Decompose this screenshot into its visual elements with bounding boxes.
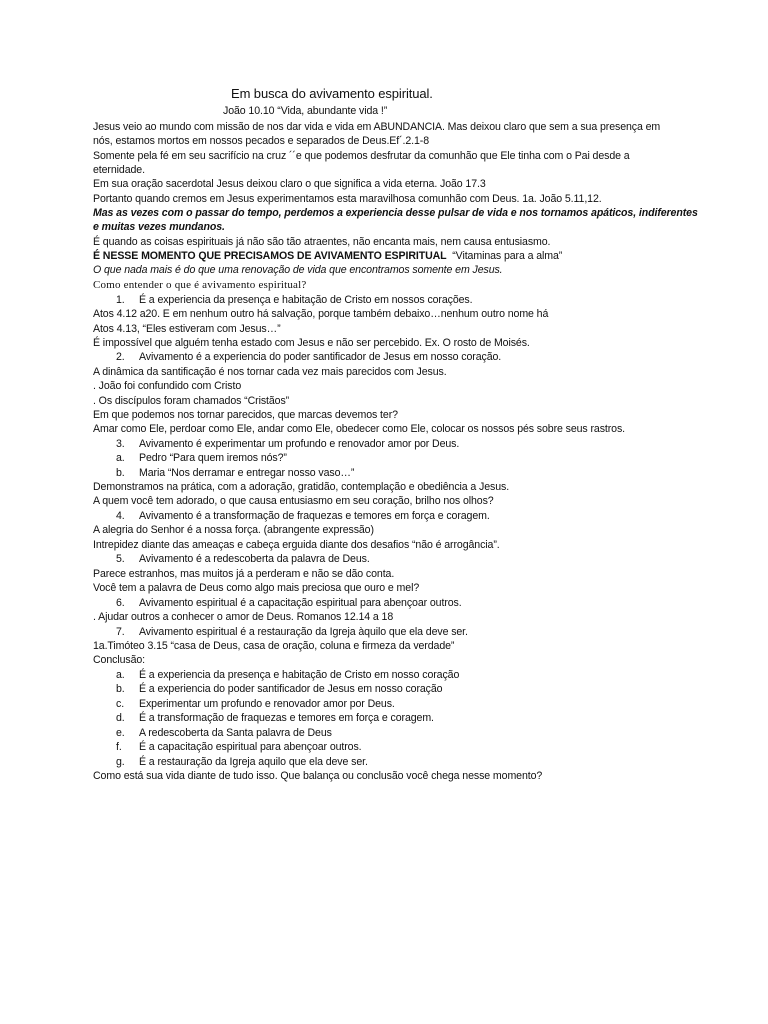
body-line: . João foi confundido com Cristo — [93, 380, 242, 392]
sublist-letter: d. — [116, 712, 125, 724]
list-number: 7. — [116, 626, 125, 638]
conclusion-item-text: É a capacitação espiritual para abençoar outros. — [139, 741, 362, 753]
sublist-letter: c. — [116, 698, 125, 710]
body-line: Demonstramos na prática, com a adoração, gratidão, contemplação e obediência a Jesus. — [93, 481, 510, 493]
body-line: 1a.Timóteo 3.15 “casa de Deus, casa de oração, coluna e firmeza da verdade” — [93, 640, 455, 652]
body-line: eternidade. — [93, 164, 145, 176]
body-line: Jesus veio ao mundo com missão de nos dar vida e vida em ABUNDANCIA. Mas deixou claro que sem a sua presença em — [93, 121, 661, 133]
list-item-text: Avivamento é a redescoberta da palavra de Deus. — [139, 553, 370, 565]
sublist-letter: a. — [116, 452, 125, 464]
body-line: Intrepidez diante das ameaças e cabeça erguida diante dos desafios “não é arrogância”. — [93, 539, 500, 551]
sublist-letter: a. — [116, 669, 125, 681]
closing-question: Como está sua vida diante de tudo isso. Que balança ou conclusão você chega nesse momento? — [93, 770, 543, 782]
section-question: Como entender o que é avivamento espiritual? — [93, 279, 307, 291]
body-line-heading — [93, 249, 693, 264]
list-number: 6. — [116, 597, 125, 609]
conclusion-item-text: A redescoberta da Santa palavra de Deus — [139, 727, 332, 739]
list-item-text: Avivamento espiritual é a capacitação espiritual para abençoar outros. — [139, 597, 462, 609]
body-line-emphasis: e muitas vezes mundanos. — [93, 221, 225, 233]
body-line: A alegria do Senhor é a nossa força. (abrangente expressão) — [93, 524, 374, 536]
body-line: Somente pela fé em seu sacrifício na cruz ´´e que podemos desfrutar da comunhão que Ele tinha com o Pai desde a — [93, 150, 630, 162]
body-line: nós, estamos mortos em nossos pecados e separados de Deus.Ef´.2.1-8 — [93, 135, 430, 147]
body-line: A dinâmica da santificação é nos tornar cada vez mais parecidos com Jesus. — [93, 366, 447, 378]
sublist-letter: f. — [116, 741, 122, 753]
sublist-letter: b. — [116, 683, 125, 695]
list-number: 5. — [116, 553, 125, 565]
sublist-letter: e. — [116, 727, 125, 739]
list-number: 1. — [116, 294, 125, 306]
body-line: Em sua oração sacerdotal Jesus deixou claro o que significa a vida eterna. João 17.3 — [93, 178, 486, 190]
list-item-text: Avivamento é a transformação de fraquezas e temores em força e coragem. — [139, 510, 490, 522]
body-line: . Ajudar outros a conhecer o amor de Deus. Romanos 12.14 a 18 — [93, 611, 394, 623]
sublist-letter: g. — [116, 756, 125, 768]
list-item-text: Avivamento espiritual é a restauração da Igreja àquilo que ela deve ser. — [139, 626, 468, 638]
heading-text: É NESSE MOMENTO QUE PRECISAMOS DE AVIVAMENTO ESPIRITUAL — [93, 250, 447, 262]
body-line-italic: O que nada mais é do que uma renovação de vida que encontramos somente em Jesus. — [93, 264, 503, 276]
conclusion-item-text: É a experiencia da presença e habitação de Cristo em nosso coração — [139, 669, 460, 681]
list-number: 4. — [116, 510, 125, 522]
list-item-text: Avivamento é experimentar um profundo e renovador amor por Deus. — [139, 438, 460, 450]
body-line: A quem você tem adorado, o que causa entusiasmo em seu coração, brilho nos olhos? — [93, 495, 494, 507]
list-number: 2. — [116, 351, 125, 363]
conclusion-item-text: É a experiencia do poder santificador de Jesus em nosso coração — [139, 683, 443, 695]
heading-quote: “Vitaminas para a alma” — [452, 250, 563, 262]
document-title: Em busca do avivamento espiritual. — [231, 86, 433, 101]
body-line: É impossível que alguém tenha estado com Jesus e não ser percebido. Ex. O rosto de Moisés. — [93, 337, 530, 349]
list-number: 3. — [116, 438, 125, 450]
body-line: Amar como Ele, perdoar como Ele, andar como Ele, obedecer como Ele, colocar os nossos pés sobre seus rastros. — [93, 423, 625, 435]
body-line: Atos 4.13, “Eles estiveram com Jesus…” — [93, 323, 281, 335]
sublist-letter: b. — [116, 467, 125, 479]
sublist-item-text: Pedro “Para quem iremos nós?” — [139, 452, 287, 464]
body-line: Atos 4.12 a20. E em nenhum outro há salvação, porque também debaixo…nenhum outro nome há — [93, 308, 549, 320]
body-line: Parece estranhos, mas muitos já a perderam e não se dão conta. — [93, 568, 395, 580]
body-line: Você tem a palavra de Deus como algo mais preciosa que ouro e mel? — [93, 582, 420, 594]
body-line: Em que podemos nos tornar parecidos, que marcas devemos ter? — [93, 409, 398, 421]
conclusion-item-text: É a restauração da Igreja aquilo que ela deve ser. — [139, 756, 368, 768]
list-item-text: Avivamento é a experiencia do poder santificador de Jesus em nosso coração. — [139, 351, 502, 363]
conclusion-item-text: Experimentar um profundo e renovador amor por Deus. — [139, 698, 395, 710]
body-line-emphasis: Mas as vezes com o passar do tempo, perdemos a experiencia desse pulsar de vida e nos tornamos apáticos, indiferentes — [93, 207, 698, 219]
list-item-text: É a experiencia da presença e habitação de Cristo em nossos corações. — [139, 294, 473, 306]
title-verse: João 10.10 “Vida, abundante vida !” — [223, 105, 388, 117]
body-line: É quando as coisas espirituais já não são tão atraentes, não encanta mais, nem causa entusiasmo. — [93, 236, 551, 248]
body-line: Portanto quando cremos em Jesus experimentamos esta maravilhosa comunhão com Deus. 1a. João 5.11,12. — [93, 193, 602, 205]
body-line: . Os discípulos foram chamados “Cristãos” — [93, 395, 290, 407]
conclusion-heading: Conclusão: — [93, 654, 145, 666]
sublist-item-text: Maria “Nos derramar e entregar nosso vaso…” — [139, 467, 355, 479]
conclusion-item-text: É a transformação de fraquezas e temores em força e coragem. — [139, 712, 434, 724]
